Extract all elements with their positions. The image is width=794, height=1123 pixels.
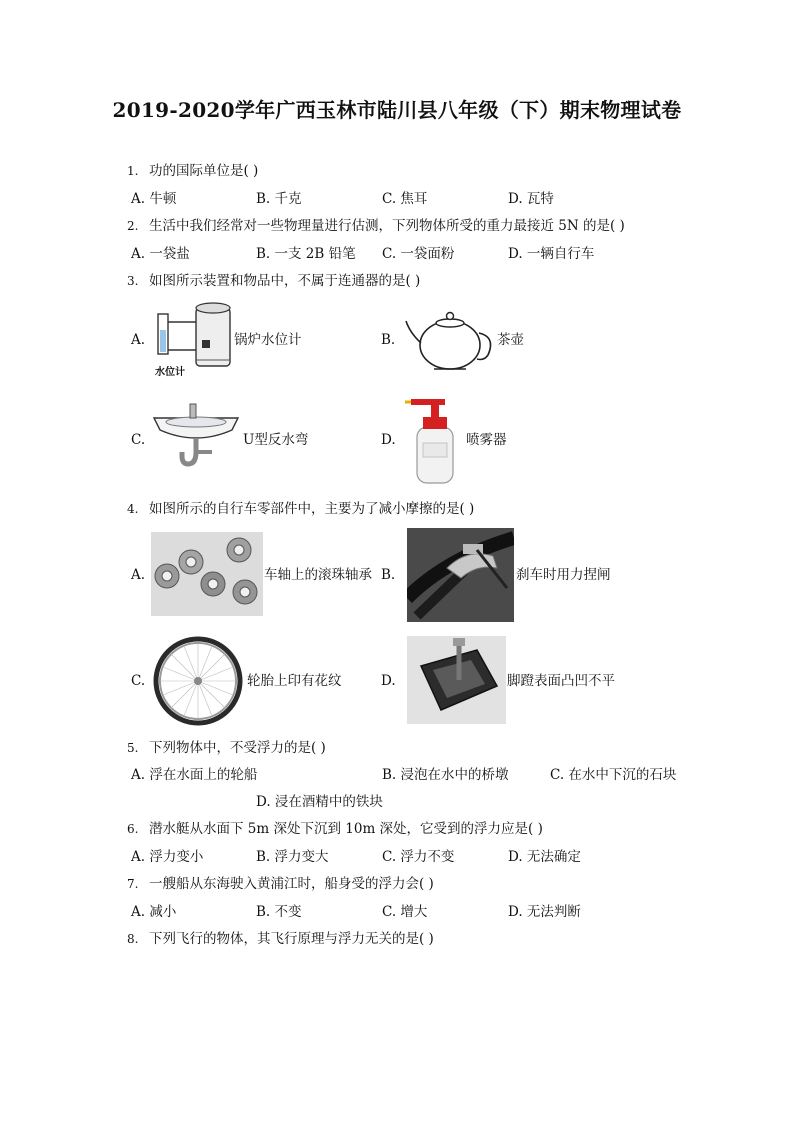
bike-pedal-photo — [407, 636, 506, 724]
option-a: A. 牛顿 — [131, 191, 177, 207]
question-number: 2. — [127, 219, 139, 233]
bike-tire-photo — [151, 636, 246, 726]
question-1 — [127, 162, 258, 180]
caption-a: 车轴上的滚珠轴承 — [264, 567, 372, 583]
option-b: B. 一支 2B 铅笔 — [256, 246, 356, 262]
option-a: A. 浮力变小 — [131, 849, 204, 865]
option-d: D. 一辆自行车 — [508, 246, 595, 262]
caption-b: 茶壶 — [497, 332, 524, 348]
option-b: B. 浮力变大 — [256, 849, 329, 865]
sprayer-figure — [405, 393, 465, 485]
question-stem: 下列飞行的物体，其飞行原理与浮力无关的是( ) — [149, 931, 434, 947]
caption-d: 脚蹬表面凸凹不平 — [507, 673, 615, 689]
option-c: C. — [131, 673, 146, 689]
caption-d: 喷雾器 — [466, 432, 507, 448]
question-3 — [127, 272, 420, 290]
question-number: 1. — [127, 164, 139, 178]
question-4 — [127, 500, 474, 518]
caption-c: 轮胎上印有花纹 — [247, 673, 342, 689]
option-a: A. — [131, 332, 146, 348]
sink-trap-figure — [150, 400, 242, 478]
caption-b: 刹车时用力捏闸 — [516, 567, 611, 583]
question-6 — [127, 820, 543, 838]
question-5 — [127, 739, 326, 757]
option-a: A. 一袋盐 — [131, 246, 190, 262]
bike-brake-photo — [407, 528, 514, 622]
question-number: 5. — [127, 741, 139, 755]
option-d: D. 瓦特 — [508, 191, 554, 207]
option-b: B. 千克 — [256, 191, 302, 207]
option-c: C. — [131, 432, 146, 448]
question-stem: 下列物体中，不受浮力的是( ) — [149, 740, 326, 756]
option-a: A. 减小 — [131, 904, 177, 920]
caption-c: U型反水弯 — [243, 432, 309, 448]
teapot-figure — [404, 303, 496, 375]
option-c: C. 增大 — [382, 904, 428, 920]
question-stem: 一艘船从东海驶入黄浦江时，船身受的浮力会( ) — [149, 876, 434, 892]
option-b: B. — [381, 332, 396, 348]
question-8 — [127, 930, 434, 948]
option-d: D. 无法确定 — [508, 849, 581, 865]
option-d: D. — [381, 673, 396, 689]
question-number: 8. — [127, 932, 139, 946]
option-a: A. 浮在水面上的轮船 — [131, 767, 258, 783]
option-b: B. 浸泡在水中的桥墩 — [382, 767, 509, 783]
figure-label: 水位计 — [155, 367, 185, 378]
option-b: B. 不变 — [256, 904, 302, 920]
question-stem: 如图所示装置和物品中，不属于连通器的是( ) — [149, 273, 421, 289]
question-number: 7. — [127, 877, 139, 891]
page-title: 2019-2020学年广西玉林市陆川县八年级（下）期末物理试卷 — [112, 98, 682, 122]
question-number: 3. — [127, 274, 139, 288]
option-c: C. 浮力不变 — [382, 849, 455, 865]
option-c: C. 焦耳 — [382, 191, 428, 207]
option-c: C. 在水中下沉的石块 — [550, 767, 677, 783]
question-2 — [127, 217, 625, 235]
option-d: D. 无法判断 — [508, 904, 581, 920]
question-number: 4. — [127, 502, 139, 516]
option-c: C. 一袋面粉 — [382, 246, 455, 262]
question-stem: 潜水艇从水面下 5m 深处下沉到 10m 深处，它受到的浮力应是( ) — [149, 821, 543, 837]
question-stem: 生活中我们经常对一些物理量进行估测，下列物体所受的重力最接近 5N 的是( ) — [149, 218, 625, 234]
question-number: 6. — [127, 822, 139, 836]
caption-a: 锅炉水位计 — [234, 332, 302, 348]
question-7 — [127, 875, 434, 893]
question-stem: 功的国际单位是( ) — [149, 163, 259, 179]
option-b: B. — [381, 567, 396, 583]
option-d: D. — [381, 432, 396, 448]
option-a: A. — [131, 567, 146, 583]
ball-bearings-photo — [151, 532, 263, 616]
question-stem: 如图所示的自行车零部件中，主要为了减小摩擦的是( ) — [149, 501, 475, 517]
option-d: D. 浸在酒精中的铁块 — [256, 794, 383, 810]
